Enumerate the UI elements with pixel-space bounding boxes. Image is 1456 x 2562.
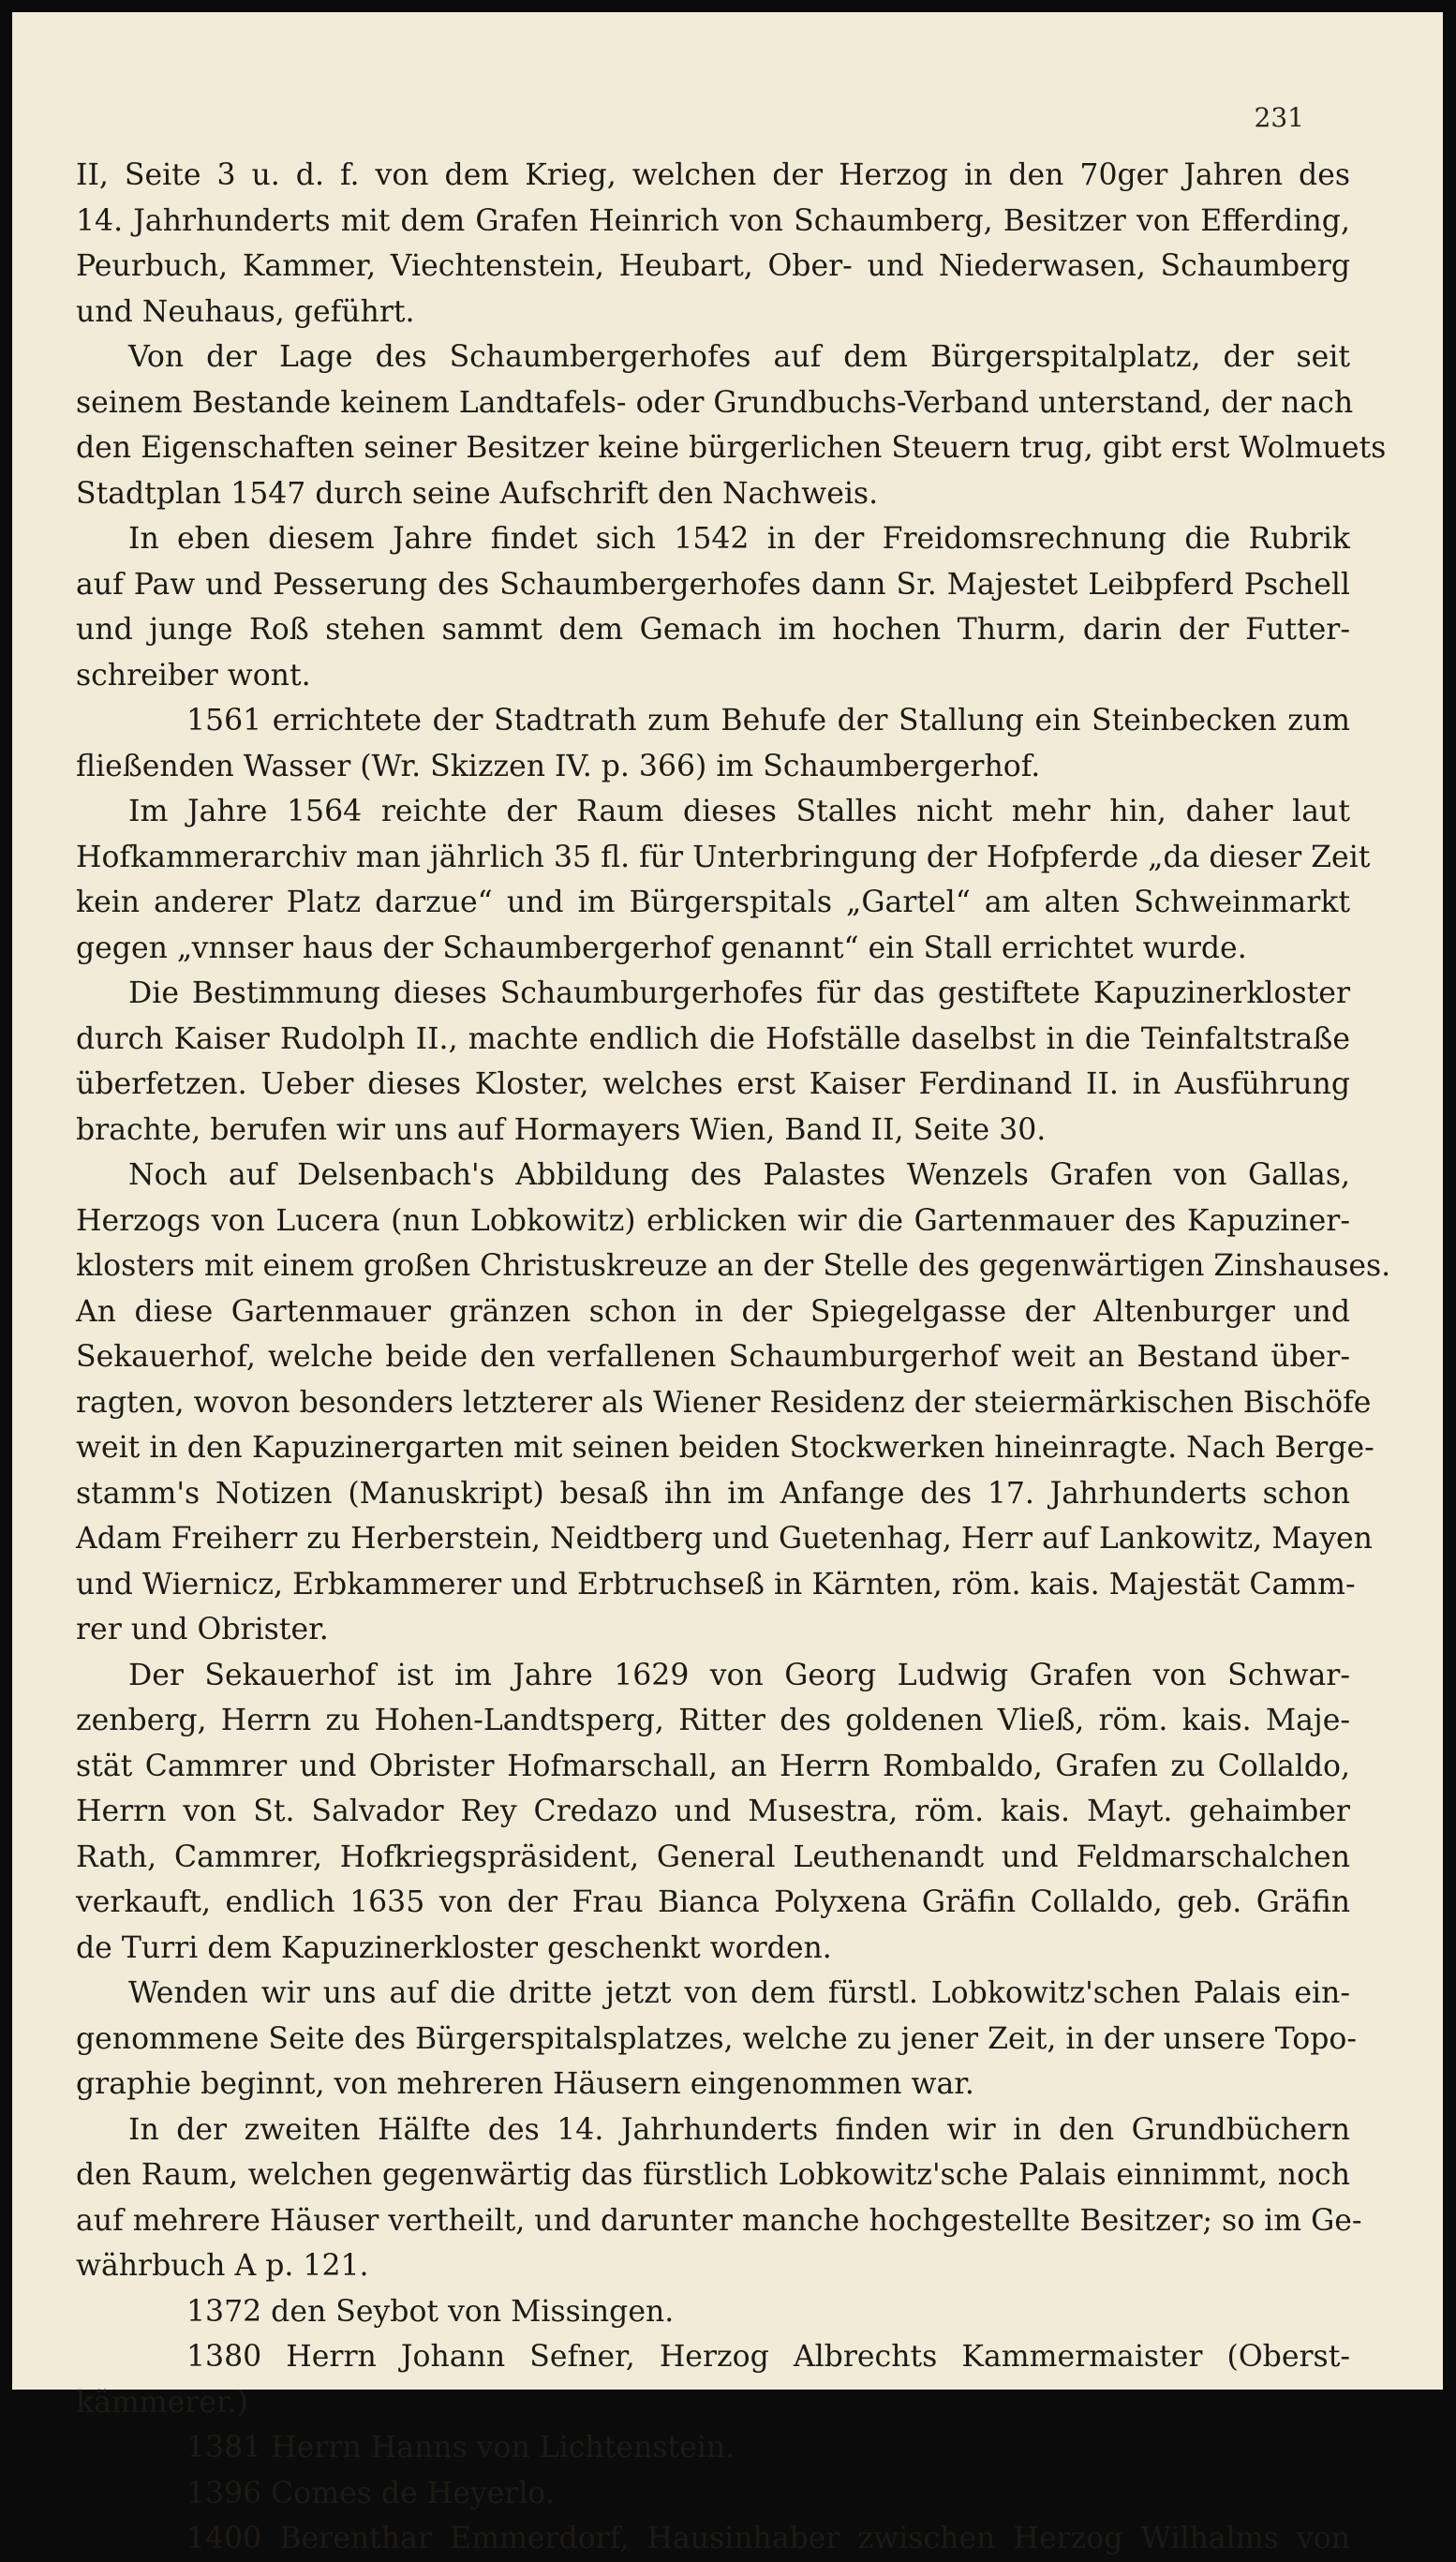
page-number: 231 xyxy=(1254,102,1304,133)
text-line: auf Paw und Pesserung des Schaumbergerhofes dann Sr. Majestet Leibpferd Pschell xyxy=(76,567,1350,602)
text-line: Peurbuch, Kammer, Viechtenstein, Heubart, Ober- und Niederwasen, Schaumberg xyxy=(76,249,1350,283)
text-line: den Raum, welchen gegenwärtig das fürstlich Lobkowitz'sche Palais einnimmt, noch xyxy=(76,2158,1350,2192)
text-line: klosters mit einem großen Christuskreuze an der Stelle des gegenwärtigen Zinshauses. xyxy=(76,1249,1391,1283)
text-line: kämmerer.) xyxy=(76,2385,248,2420)
text-line: graphie beginnt, von mehreren Häusern eingenommen war. xyxy=(76,2067,974,2101)
text-line: 14. Jahrhunderts mit dem Grafen Heinrich von Schaumberg, Besitzer von Efferding, xyxy=(76,203,1350,238)
text-line: fließenden Wasser (Wr. Skizzen IV. p. 366) im Schaumbergerhof. xyxy=(76,749,1041,783)
text-line: Von der Lage des Schaumbergerhofes auf dem Bürgerspitalplatz, der seit xyxy=(128,340,1350,374)
text-line: Hofkammerarchiv man jährlich 35 fl. für Unterbringung der Hofpferde „da dieser Zeit xyxy=(76,840,1371,874)
text-line: Adam Freiherr zu Herberstein, Neidtberg und Guetenhag, Herr auf Lankowitz, Mayen xyxy=(76,1522,1373,1556)
text-line: Im Jahre 1564 reichte der Raum dieses Stalles nicht mehr hin, daher laut xyxy=(128,795,1350,828)
text-line: und Neuhaus, geführt. xyxy=(76,294,415,329)
text-line: Rath, Cammrer, Hofkriegspräsident, General Leuthenandt und Feldmarschalchen xyxy=(76,1840,1350,1874)
text-line: In eben diesem Jahre findet sich 1542 in der Freidomsrechnung die Rubrik xyxy=(128,522,1350,556)
text-line: währbuch A p. 121. xyxy=(76,2249,369,2283)
text-line: gegen „vnnser haus der Schaumbergerhof genannt“ ein Stall errichtet wurde. xyxy=(76,931,1247,965)
body-text xyxy=(76,153,1391,2562)
text-line: Stadtplan 1547 durch seine Aufschrift den Nachweis. xyxy=(76,476,879,511)
text-line: 1396 Comes de Heyerlo. xyxy=(186,2476,555,2510)
text-line: seinem Bestande keinem Landtafels- oder Grundbuchs-Verband unterstand, der nach xyxy=(76,385,1354,420)
text-line: Die Bestimmung dieses Schaumburgerhofes für das gestiftete Kapuzinerkloster xyxy=(128,976,1350,1010)
text-line: und junge Roß stehen sammt dem Gemach im hochen Thurm, darin der Futter- xyxy=(76,613,1350,647)
text-line: den Eigenschaften seiner Besitzer keine bürgerlichen Steuern trug, gibt erst Wolmuets xyxy=(76,431,1387,465)
text-line: genommene Seite des Bürgerspitalsplatzes, welche zu jener Zeit, in der unsere Topo- xyxy=(76,2021,1358,2056)
text-line: Sekauerhof, welche beide den verfallenen Schaumburgerhof weit an Bestand über- xyxy=(76,1340,1350,1374)
text-line: weit in den Kapuzinergarten mit seinen beiden Stockwerken hineinragte. Nach Berge- xyxy=(76,1431,1374,1465)
text-line: 1380 Herrn Johann Sefner, Herzog Albrechts Kammermaister (Oberst- xyxy=(186,2340,1350,2374)
text-line: schreiber wont. xyxy=(76,658,311,693)
text-line: überfetzen. Ueber dieses Kloster, welches erst Kaiser Ferdinand II. in Ausführung xyxy=(76,1067,1350,1101)
document-page xyxy=(12,12,1443,2555)
text-line: brachte, berufen wir uns auf Hormayers Wien, Band II, Seite 30. xyxy=(76,1112,1047,1147)
text-line: rer und Obrister. xyxy=(76,1613,329,1646)
text-line: stät Cammrer und Obrister Hofmarschall, an Herrn Rombaldo, Grafen zu Collaldo, xyxy=(76,1749,1350,1783)
text-line: An diese Gartenmauer gränzen schon in der Spiegelgasse der Altenburger und xyxy=(76,1294,1350,1329)
text-line: de Turri dem Kapuzinerkloster geschenkt worden. xyxy=(76,1930,832,1965)
text-line: zenberg, Herrn zu Hohen-Landtsperg, Ritter des goldenen Vließ, röm. kais. Maje- xyxy=(76,1704,1350,1737)
text-line: durch Kaiser Rudolph II., machte endlich die Hofställe daselbst in die Teinfaltstraße xyxy=(76,1021,1350,1056)
text-line: II, Seite 3 u. d. f. von dem Krieg, welchen der Herzog in den 70ger Jahren des xyxy=(76,158,1350,192)
text-line: Der Sekauerhof ist im Jahre 1629 von Georg Ludwig Grafen von Schwar- xyxy=(128,1658,1350,1692)
text-line: Wenden wir uns auf die dritte jetzt von dem fürstl. Lobkowitz'schen Palais ein- xyxy=(128,1976,1350,2010)
text-line: 1381 Herrn Hanns von Lichtenstein. xyxy=(186,2431,735,2465)
text-line: kein anderer Platz darzue“ und im Bürgerspitals „Gartel“ am alten Schweinmarkt xyxy=(76,886,1350,919)
text-line: auf mehrere Häuser vertheilt, und darunter manche hochgestellte Besitzer; so im Ge- xyxy=(76,2203,1362,2238)
text-line: In der zweiten Hälfte des 14. Jahrhunderts finden wir in den Grundbüchern xyxy=(128,2112,1350,2147)
text-line: 1372 den Seybot von Missingen. xyxy=(186,2294,675,2329)
text-line: 1561 errichtete der Stadtrath zum Behufe der Stallung ein Steinbecken zum xyxy=(186,704,1350,737)
text-line: verkauft, endlich 1635 von der Frau Bianca Polyxena Gräfin Collaldo, geb. Gräfin xyxy=(76,1885,1350,1919)
text-line: Herzogs von Lucera (nun Lobkowitz) erblicken wir die Gartenmauer des Kapuziner- xyxy=(76,1203,1350,1238)
text-line: Noch auf Delsenbach's Abbildung des Palastes Wenzels Grafen von Gallas, xyxy=(128,1158,1350,1192)
text-line: und Wiernicz, Erbkammerer und Erbtruchseß in Kärnten, röm. kais. Majestät Camm- xyxy=(76,1567,1356,1601)
text-line: ragten, wovon besonders letzterer als Wiener Residenz der steiermärkischen Bischöfe xyxy=(76,1385,1372,1420)
text-line: stamm's Notizen (Manuskript) besaß ihn im Anfange des 17. Jahrhunderts schon xyxy=(76,1476,1350,1511)
text-line: Herrn von St. Salvador Rey Credazo und Musestra, röm. kais. Mayt. gehaimber xyxy=(76,1795,1350,1828)
text-line: 1400 Berenthar Emmerdorf, Hausinhaber zwischen Herzog Wilhalms von xyxy=(186,2522,1350,2555)
